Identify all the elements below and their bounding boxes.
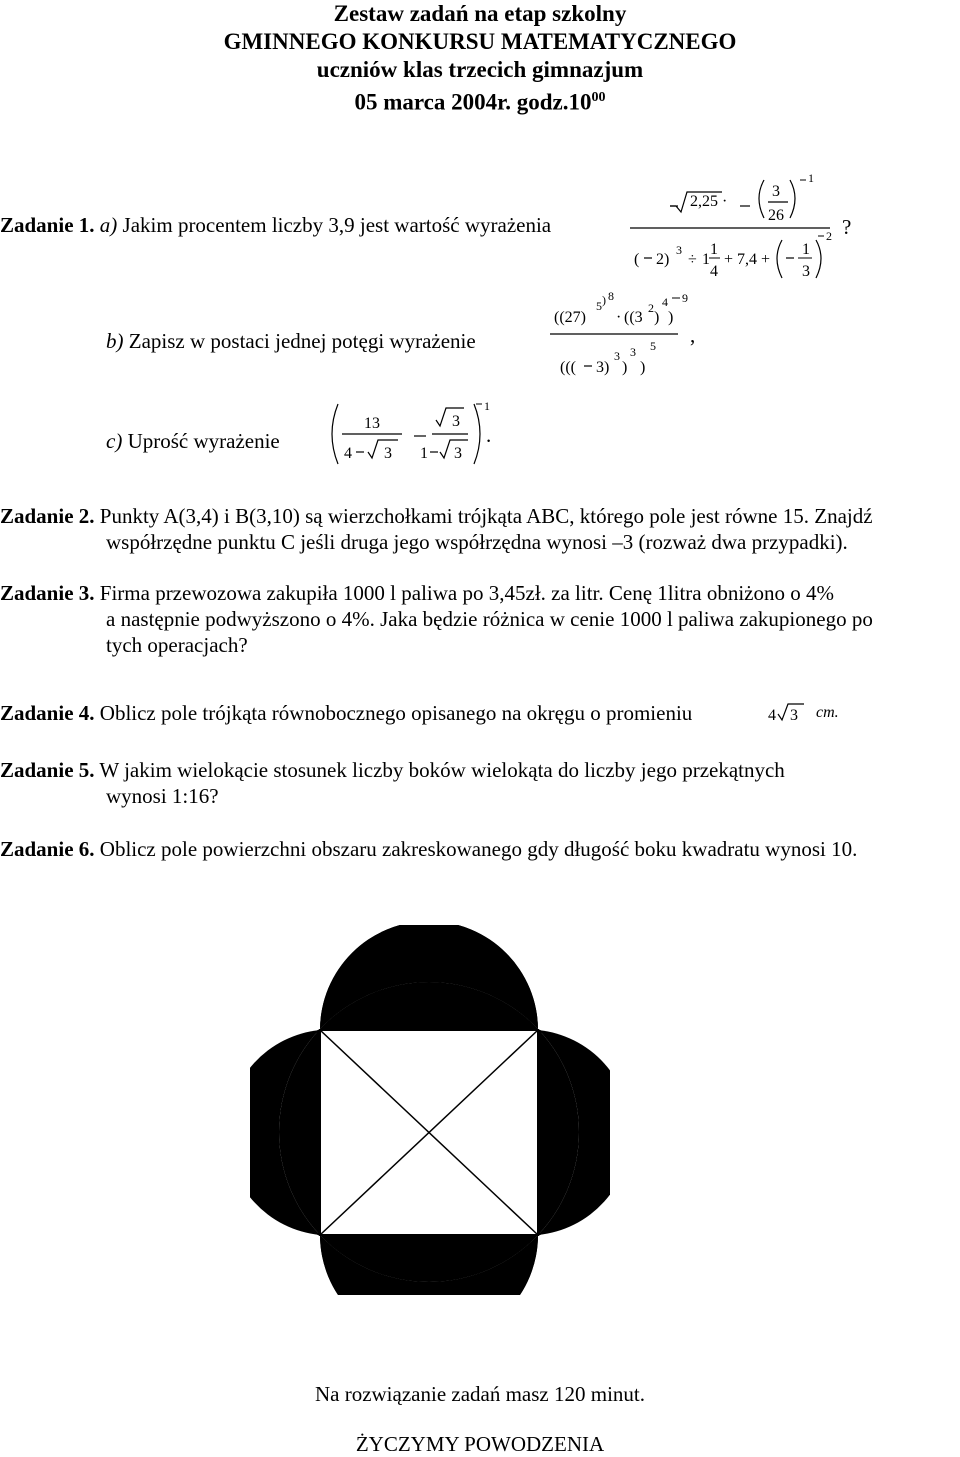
svg-text:3): 3) bbox=[596, 359, 610, 376]
task-4-label: Zadanie 4. bbox=[0, 701, 95, 725]
task-2-label: Zadanie 2. bbox=[0, 504, 95, 528]
svg-text:26: 26 bbox=[768, 207, 784, 224]
svg-text:1: 1 bbox=[808, 171, 814, 185]
task-3-label: Zadanie 3. bbox=[0, 581, 95, 605]
task-5-line-2: wynosi 1:16? bbox=[106, 784, 219, 808]
header-line-3: uczniów klas trzecich gimnazjum bbox=[316, 57, 644, 82]
task-3-line-2: a następnie podwyższono o 4%. Jaka będzie różnica w cenie 1000 l paliwa zakupionego po bbox=[106, 607, 873, 631]
svg-text:3: 3 bbox=[454, 445, 462, 462]
task-1b-comma: , bbox=[690, 323, 696, 347]
svg-text:): ) bbox=[640, 359, 646, 376]
header-minutes: 00 bbox=[591, 90, 606, 105]
svg-text:((27): ((27) bbox=[554, 309, 586, 326]
svg-text:(: ( bbox=[634, 251, 640, 268]
svg-text:1: 1 bbox=[420, 445, 428, 462]
task-5-text: W jakim wielokącie stosunek liczby boków wielokąta do liczby jego przekątnych bbox=[99, 758, 785, 782]
task-1-part-c bbox=[0, 428, 280, 454]
radius-value bbox=[766, 700, 806, 728]
svg-text:1: 1 bbox=[710, 241, 718, 258]
task-4-line-1 bbox=[0, 700, 692, 726]
task-1-part-a bbox=[0, 212, 551, 238]
svg-text:3: 3 bbox=[452, 413, 460, 430]
task-1c-text: Uprość wyrażenie bbox=[127, 429, 280, 453]
expression-a bbox=[630, 168, 880, 290]
svg-text:1: 1 bbox=[802, 241, 810, 258]
svg-text:1: 1 bbox=[702, 251, 710, 268]
svg-text:4: 4 bbox=[710, 263, 718, 280]
task-1a-letter: a) bbox=[99, 213, 118, 237]
svg-text:3: 3 bbox=[614, 349, 620, 363]
task-6-label: Zadanie 6. bbox=[0, 837, 95, 861]
header-line-4 bbox=[0, 84, 960, 117]
task-3-line-3: tych operacjach? bbox=[106, 633, 248, 657]
expression-c bbox=[326, 398, 516, 472]
task-1c-period: . bbox=[486, 423, 492, 447]
svg-text:3: 3 bbox=[802, 263, 810, 280]
svg-text:2,25 ·: 2,25 · bbox=[690, 193, 728, 210]
task-1a-question-mark: ? bbox=[842, 215, 852, 239]
header-line-1: Zestaw zadań na etap szkolny bbox=[333, 1, 627, 26]
svg-text:3: 3 bbox=[772, 183, 780, 200]
svg-text:5: 5 bbox=[596, 299, 602, 313]
svg-text:4: 4 bbox=[662, 295, 668, 309]
task-5-label: Zadanie 5. bbox=[0, 758, 95, 782]
task-3-line-1 bbox=[0, 580, 834, 606]
task-5-line-1 bbox=[0, 757, 785, 783]
svg-text:3: 3 bbox=[676, 243, 682, 257]
svg-text:): ) bbox=[654, 309, 660, 326]
svg-text:((3: ((3 bbox=[624, 309, 643, 326]
geometry-figure bbox=[250, 925, 610, 1295]
expression-b bbox=[550, 288, 720, 392]
header-date: 05 marca 2004r. godz.10 bbox=[354, 89, 592, 115]
svg-text:·: · bbox=[616, 309, 622, 326]
svg-text:÷: ÷ bbox=[688, 251, 697, 268]
svg-text:+ 7,4 +: + 7,4 + bbox=[724, 251, 771, 268]
wishes: ŻYCZYMY POWODZENIA bbox=[355, 1432, 605, 1456]
task-1b-letter: b) bbox=[106, 329, 124, 353]
svg-text:5: 5 bbox=[650, 339, 656, 353]
svg-text:3: 3 bbox=[384, 445, 392, 462]
task-1-label: Zadanie 1. bbox=[0, 213, 95, 237]
svg-text:2: 2 bbox=[826, 229, 832, 243]
task-2-text: Punkty A(3,4) i B(3,10) są wierzchołkami trójkąta ABC, którego pole jest równe 15. Znajdź bbox=[99, 504, 873, 528]
task-6-line-1 bbox=[0, 836, 857, 862]
task-1a-text: Jakim procentem liczby 3,9 jest wartość wyrażenia bbox=[122, 213, 552, 237]
task-6-text: Oblicz pole powierzchni obszaru zakreskowanego gdy długość boku kwadratu wynosi 10. bbox=[99, 837, 858, 861]
svg-text:1: 1 bbox=[484, 399, 490, 413]
svg-text:13: 13 bbox=[364, 415, 380, 432]
time-note: Na rozwiązanie zadań masz 120 minut. bbox=[314, 1382, 646, 1406]
task-1c-letter: c) bbox=[106, 429, 123, 453]
task-1b-text: Zapisz w postaci jednej potęgi wyrażenie bbox=[128, 329, 476, 353]
task-2-line-2: współrzędne punktu C jeśli druga jego współrzędna wynosi –3 (rozważ dwa przypadki). bbox=[106, 530, 848, 554]
svg-text:): ) bbox=[668, 309, 674, 326]
task-1-part-b bbox=[0, 328, 476, 354]
header-line-2: GMINNEGO KONKURSU MATEMATYCZNEGO bbox=[223, 29, 737, 54]
task-4-unit: cm. bbox=[816, 704, 839, 721]
task-2-line-1 bbox=[0, 503, 873, 529]
svg-text:(((: ((( bbox=[560, 359, 576, 376]
svg-text:4: 4 bbox=[344, 445, 352, 462]
svg-text:9: 9 bbox=[682, 291, 688, 305]
svg-text:3: 3 bbox=[630, 345, 636, 359]
task-4-text: Oblicz pole trójkąta równobocznego opisanego na okręgu o promieniu bbox=[99, 701, 693, 725]
svg-text:2: 2 bbox=[648, 301, 654, 315]
svg-text:): ) bbox=[622, 359, 628, 376]
task-3-text: Firma przewozowa zakupiła 1000 l paliwa po 3,45zł. za litr. Cenę 1litra obniżono o 4% bbox=[99, 581, 834, 605]
svg-text:2): 2) bbox=[656, 251, 670, 268]
svg-text:8: 8 bbox=[608, 289, 614, 303]
radius-coefficient: 4 bbox=[768, 707, 776, 724]
svg-text:): ) bbox=[602, 293, 606, 307]
radius-root: 3 bbox=[790, 707, 798, 724]
